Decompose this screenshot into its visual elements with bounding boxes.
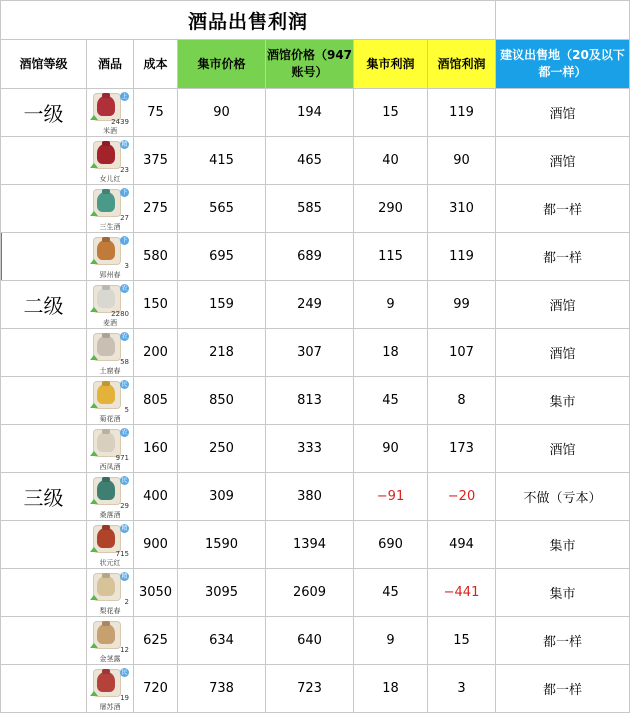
tavern-price-cell[interactable]: 194	[266, 89, 354, 137]
tavern-profit-cell[interactable]: 3	[428, 665, 496, 713]
item-count: 27	[120, 213, 129, 222]
cost-cell[interactable]: 75	[134, 89, 178, 137]
tavern-profit-cell[interactable]: 99	[428, 281, 496, 329]
tavern-price-cell[interactable]: 249	[266, 281, 354, 329]
level-cell[interactable]	[1, 425, 87, 473]
table-title: 酒品出售利润	[1, 1, 496, 40]
suggestion-cell[interactable]: 不做（亏本）	[496, 473, 630, 521]
tavern-profit-cell[interactable]: −20	[428, 473, 496, 521]
item-name: 女儿红	[99, 174, 121, 183]
tavern-price-cell[interactable]: 813	[266, 377, 354, 425]
grade-badge: 民	[121, 476, 128, 484]
wine-jar-icon	[97, 624, 115, 644]
tavern-profit-cell[interactable]: 494	[428, 521, 496, 569]
market-price-cell[interactable]: 565	[178, 185, 266, 233]
cost-cell[interactable]: 625	[134, 617, 178, 665]
wine-jar-icon	[97, 528, 115, 548]
cost-cell[interactable]: 160	[134, 425, 178, 473]
item-count: 971	[115, 453, 129, 462]
market-profit-cell[interactable]: 690	[354, 521, 428, 569]
item-name: 桑落酒	[99, 510, 121, 519]
wine-jar-icon	[97, 384, 115, 404]
market-profit-cell[interactable]: 9	[354, 281, 428, 329]
table-row	[1, 329, 630, 377]
grade-badge: 精	[121, 140, 128, 148]
wine-jar-icon	[97, 480, 115, 500]
market-price-cell[interactable]: 415	[178, 137, 266, 185]
cost-cell[interactable]: 3050	[134, 569, 178, 617]
market-profit-cell[interactable]: 9	[354, 617, 428, 665]
wine-jar-icon	[97, 144, 115, 164]
item-count: 19	[120, 693, 129, 702]
cost-cell[interactable]: 580	[134, 233, 178, 281]
table-row	[1, 89, 630, 137]
cost-cell[interactable]: 375	[134, 137, 178, 185]
market-profit-cell[interactable]: 45	[354, 569, 428, 617]
wine-jar-icon	[97, 432, 115, 452]
header-cost[interactable]: 成本	[134, 40, 178, 89]
grade-badge: 上	[121, 92, 128, 100]
level-cell[interactable]	[1, 377, 87, 425]
table-row	[1, 281, 630, 329]
item-count: 2	[124, 597, 129, 606]
table-row	[1, 377, 630, 425]
header-level[interactable]: 酒馆等级	[1, 40, 87, 89]
market-profit-cell[interactable]: 40	[354, 137, 428, 185]
market-price-cell[interactable]: 218	[178, 329, 266, 377]
tavern-profit-cell[interactable]: 107	[428, 329, 496, 377]
tavern-profit-cell[interactable]: 310	[428, 185, 496, 233]
suggestion-cell[interactable]: 酒馆	[496, 137, 630, 185]
up-arrow-icon	[90, 307, 98, 312]
tavern-price-cell[interactable]: 723	[266, 665, 354, 713]
market-profit-cell[interactable]: 115	[354, 233, 428, 281]
item-count: 2439	[111, 117, 129, 126]
market-price-cell[interactable]: 634	[178, 617, 266, 665]
tavern-profit-cell[interactable]: −441	[428, 569, 496, 617]
tavern-price-cell[interactable]: 2609	[266, 569, 354, 617]
market-price-cell[interactable]: 3095	[178, 569, 266, 617]
item-count: 58	[120, 357, 129, 366]
market-price-cell[interactable]: 159	[178, 281, 266, 329]
level-cell[interactable]: 二级	[1, 281, 87, 329]
tavern-price-cell[interactable]: 1394	[266, 521, 354, 569]
tavern-price-cell[interactable]: 333	[266, 425, 354, 473]
item-name: 金茎露	[99, 654, 121, 663]
wine-cell[interactable]	[87, 89, 134, 137]
item-count: 3	[124, 261, 129, 270]
item-name: 郢州春	[99, 270, 121, 279]
market-price-cell[interactable]: 738	[178, 665, 266, 713]
table-row	[1, 185, 630, 233]
market-profit-cell[interactable]: 290	[354, 185, 428, 233]
wine-cell[interactable]	[87, 329, 134, 377]
suggestion-cell[interactable]: 酒馆	[496, 329, 630, 377]
up-arrow-icon	[90, 163, 98, 168]
wine-item	[87, 186, 133, 232]
tavern-price-cell[interactable]: 380	[266, 473, 354, 521]
table-row	[1, 665, 630, 713]
grade-badge: 民	[121, 668, 128, 676]
wine-jar-icon	[97, 336, 115, 356]
level-cell[interactable]	[1, 665, 87, 713]
tavern-price-cell[interactable]: 640	[266, 617, 354, 665]
market-price-cell[interactable]: 90	[178, 89, 266, 137]
level-cell[interactable]	[1, 569, 87, 617]
grade-badge: 农	[121, 332, 128, 340]
title-empty-cell[interactable]	[496, 1, 630, 40]
wine-item	[87, 90, 133, 136]
tavern-price-cell[interactable]: 307	[266, 329, 354, 377]
wine-item	[87, 570, 133, 616]
wine-cell[interactable]	[87, 665, 134, 713]
wine-jar-icon	[97, 288, 115, 308]
up-arrow-icon	[90, 115, 98, 120]
wine-cell[interactable]	[87, 425, 134, 473]
item-count: 715	[115, 549, 129, 558]
item-name: 麦酒	[103, 318, 117, 327]
cost-cell[interactable]: 900	[134, 521, 178, 569]
up-arrow-icon	[90, 259, 98, 264]
tavern-profit-cell[interactable]: 8	[428, 377, 496, 425]
wine-cell[interactable]	[87, 233, 134, 281]
up-arrow-icon	[90, 643, 98, 648]
tavern-price-cell[interactable]: 585	[266, 185, 354, 233]
level-cell[interactable]: 一级	[1, 89, 87, 137]
market-price-cell[interactable]: 1590	[178, 521, 266, 569]
up-arrow-icon	[90, 211, 98, 216]
cost-cell[interactable]: 275	[134, 185, 178, 233]
wine-jar-icon	[97, 96, 115, 116]
item-count: 2280	[111, 309, 129, 318]
market-price-cell[interactable]: 850	[178, 377, 266, 425]
level-cell[interactable]	[1, 185, 87, 233]
market-price-cell[interactable]: 250	[178, 425, 266, 473]
suggestion-cell[interactable]: 酒馆	[496, 281, 630, 329]
suggestion-cell[interactable]: 都一样	[496, 617, 630, 665]
item-name: 西凤酒	[99, 462, 121, 471]
item-count: 5	[124, 405, 129, 414]
level-cell[interactable]	[1, 329, 87, 377]
item-name: 土窟春	[99, 366, 121, 375]
tavern-profit-cell[interactable]: 119	[428, 89, 496, 137]
wine-item	[87, 618, 133, 664]
table-row	[1, 521, 630, 569]
suggestion-cell[interactable]: 集市	[496, 377, 630, 425]
item-name: 屠苏酒	[99, 702, 121, 711]
market-profit-cell[interactable]: 18	[354, 329, 428, 377]
grade-badge: 下	[121, 188, 128, 196]
up-arrow-icon	[90, 355, 98, 360]
wine-cell[interactable]	[87, 281, 134, 329]
suggestion-cell[interactable]: 集市	[496, 569, 630, 617]
cost-cell[interactable]: 400	[134, 473, 178, 521]
item-name: 梨花春	[99, 606, 121, 615]
grade-badge: 精	[121, 572, 128, 580]
item-name: 状元红	[99, 558, 121, 567]
market-profit-cell[interactable]: 18	[354, 665, 428, 713]
level-cell[interactable]	[1, 617, 87, 665]
grade-badge: 民	[121, 380, 128, 388]
level-cell[interactable]: 三级	[1, 473, 87, 521]
item-name: 米酒	[103, 126, 117, 135]
wine-cell[interactable]	[87, 377, 134, 425]
table-row	[1, 569, 630, 617]
tavern-profit-cell[interactable]: 15	[428, 617, 496, 665]
suggestion-cell[interactable]: 都一样	[496, 665, 630, 713]
table-row	[1, 473, 630, 521]
wine-cell[interactable]	[87, 569, 134, 617]
header-market-price[interactable]: 集市价格	[178, 40, 266, 89]
grade-badge: 农	[121, 284, 128, 292]
wine-cell[interactable]	[87, 185, 134, 233]
tavern-profit-cell[interactable]: 90	[428, 137, 496, 185]
up-arrow-icon	[90, 499, 98, 504]
header-tavern-profit[interactable]: 酒馆利润	[428, 40, 496, 89]
suggestion-cell[interactable]: 酒馆	[496, 89, 630, 137]
wine-jar-icon	[97, 672, 115, 692]
header-suggestion[interactable]: 建议出售地（20及以下都一样）	[496, 40, 630, 89]
level-cell[interactable]	[1, 137, 87, 185]
cost-cell[interactable]: 200	[134, 329, 178, 377]
header-wine[interactable]: 酒品	[87, 40, 134, 89]
up-arrow-icon	[90, 403, 98, 408]
market-price-cell[interactable]: 695	[178, 233, 266, 281]
wine-item	[87, 378, 133, 424]
tavern-price-cell[interactable]: 465	[266, 137, 354, 185]
item-name: 三生酒	[99, 222, 121, 231]
header-market-profit[interactable]: 集市利润	[354, 40, 428, 89]
wine-jar-icon	[97, 192, 115, 212]
wine-item	[87, 330, 133, 376]
wine-item	[87, 474, 133, 520]
table-row	[1, 425, 630, 473]
grade-badge: 精	[121, 524, 128, 532]
market-price-cell[interactable]: 309	[178, 473, 266, 521]
market-profit-cell[interactable]: −91	[354, 473, 428, 521]
item-count: 29	[120, 501, 129, 510]
up-arrow-icon	[90, 595, 98, 600]
header-tavern-price[interactable]: 酒馆价格（947账号）	[266, 40, 354, 89]
wine-cell[interactable]	[87, 137, 134, 185]
item-count: 23	[120, 165, 129, 174]
up-arrow-icon	[90, 691, 98, 696]
suggestion-cell[interactable]: 酒馆	[496, 425, 630, 473]
grade-badge: 下	[121, 236, 128, 244]
wine-cell[interactable]	[87, 473, 134, 521]
cost-cell[interactable]: 150	[134, 281, 178, 329]
suggestion-cell[interactable]: 都一样	[496, 233, 630, 281]
table-row	[1, 233, 630, 281]
wine-cell[interactable]	[87, 521, 134, 569]
table-row	[1, 137, 630, 185]
level-cell[interactable]	[1, 521, 87, 569]
up-arrow-icon	[90, 451, 98, 456]
level-cell[interactable]	[1, 233, 87, 281]
cost-cell[interactable]: 720	[134, 665, 178, 713]
wine-jar-icon	[97, 240, 115, 260]
grade-badge: 农	[121, 428, 128, 436]
tavern-profit-cell[interactable]: 119	[428, 233, 496, 281]
table-row	[1, 617, 630, 665]
wine-cell[interactable]	[87, 617, 134, 665]
suggestion-cell[interactable]: 都一样	[496, 185, 630, 233]
tavern-profit-cell[interactable]: 173	[428, 425, 496, 473]
wine-item	[87, 666, 133, 712]
suggestion-cell[interactable]: 集市	[496, 521, 630, 569]
wine-item	[87, 426, 133, 472]
wine-item	[87, 234, 133, 280]
market-profit-cell[interactable]: 45	[354, 377, 428, 425]
item-count: 12	[120, 645, 129, 654]
cost-cell[interactable]: 805	[134, 377, 178, 425]
wine-item	[87, 282, 133, 328]
tavern-price-cell[interactable]: 689	[266, 233, 354, 281]
up-arrow-icon	[90, 547, 98, 552]
wine-jar-icon	[97, 576, 115, 596]
wine-item	[87, 138, 133, 184]
wine-item	[87, 522, 133, 568]
item-name: 菊花酒	[99, 414, 121, 423]
market-profit-cell[interactable]: 90	[354, 425, 428, 473]
market-profit-cell[interactable]: 15	[354, 89, 428, 137]
